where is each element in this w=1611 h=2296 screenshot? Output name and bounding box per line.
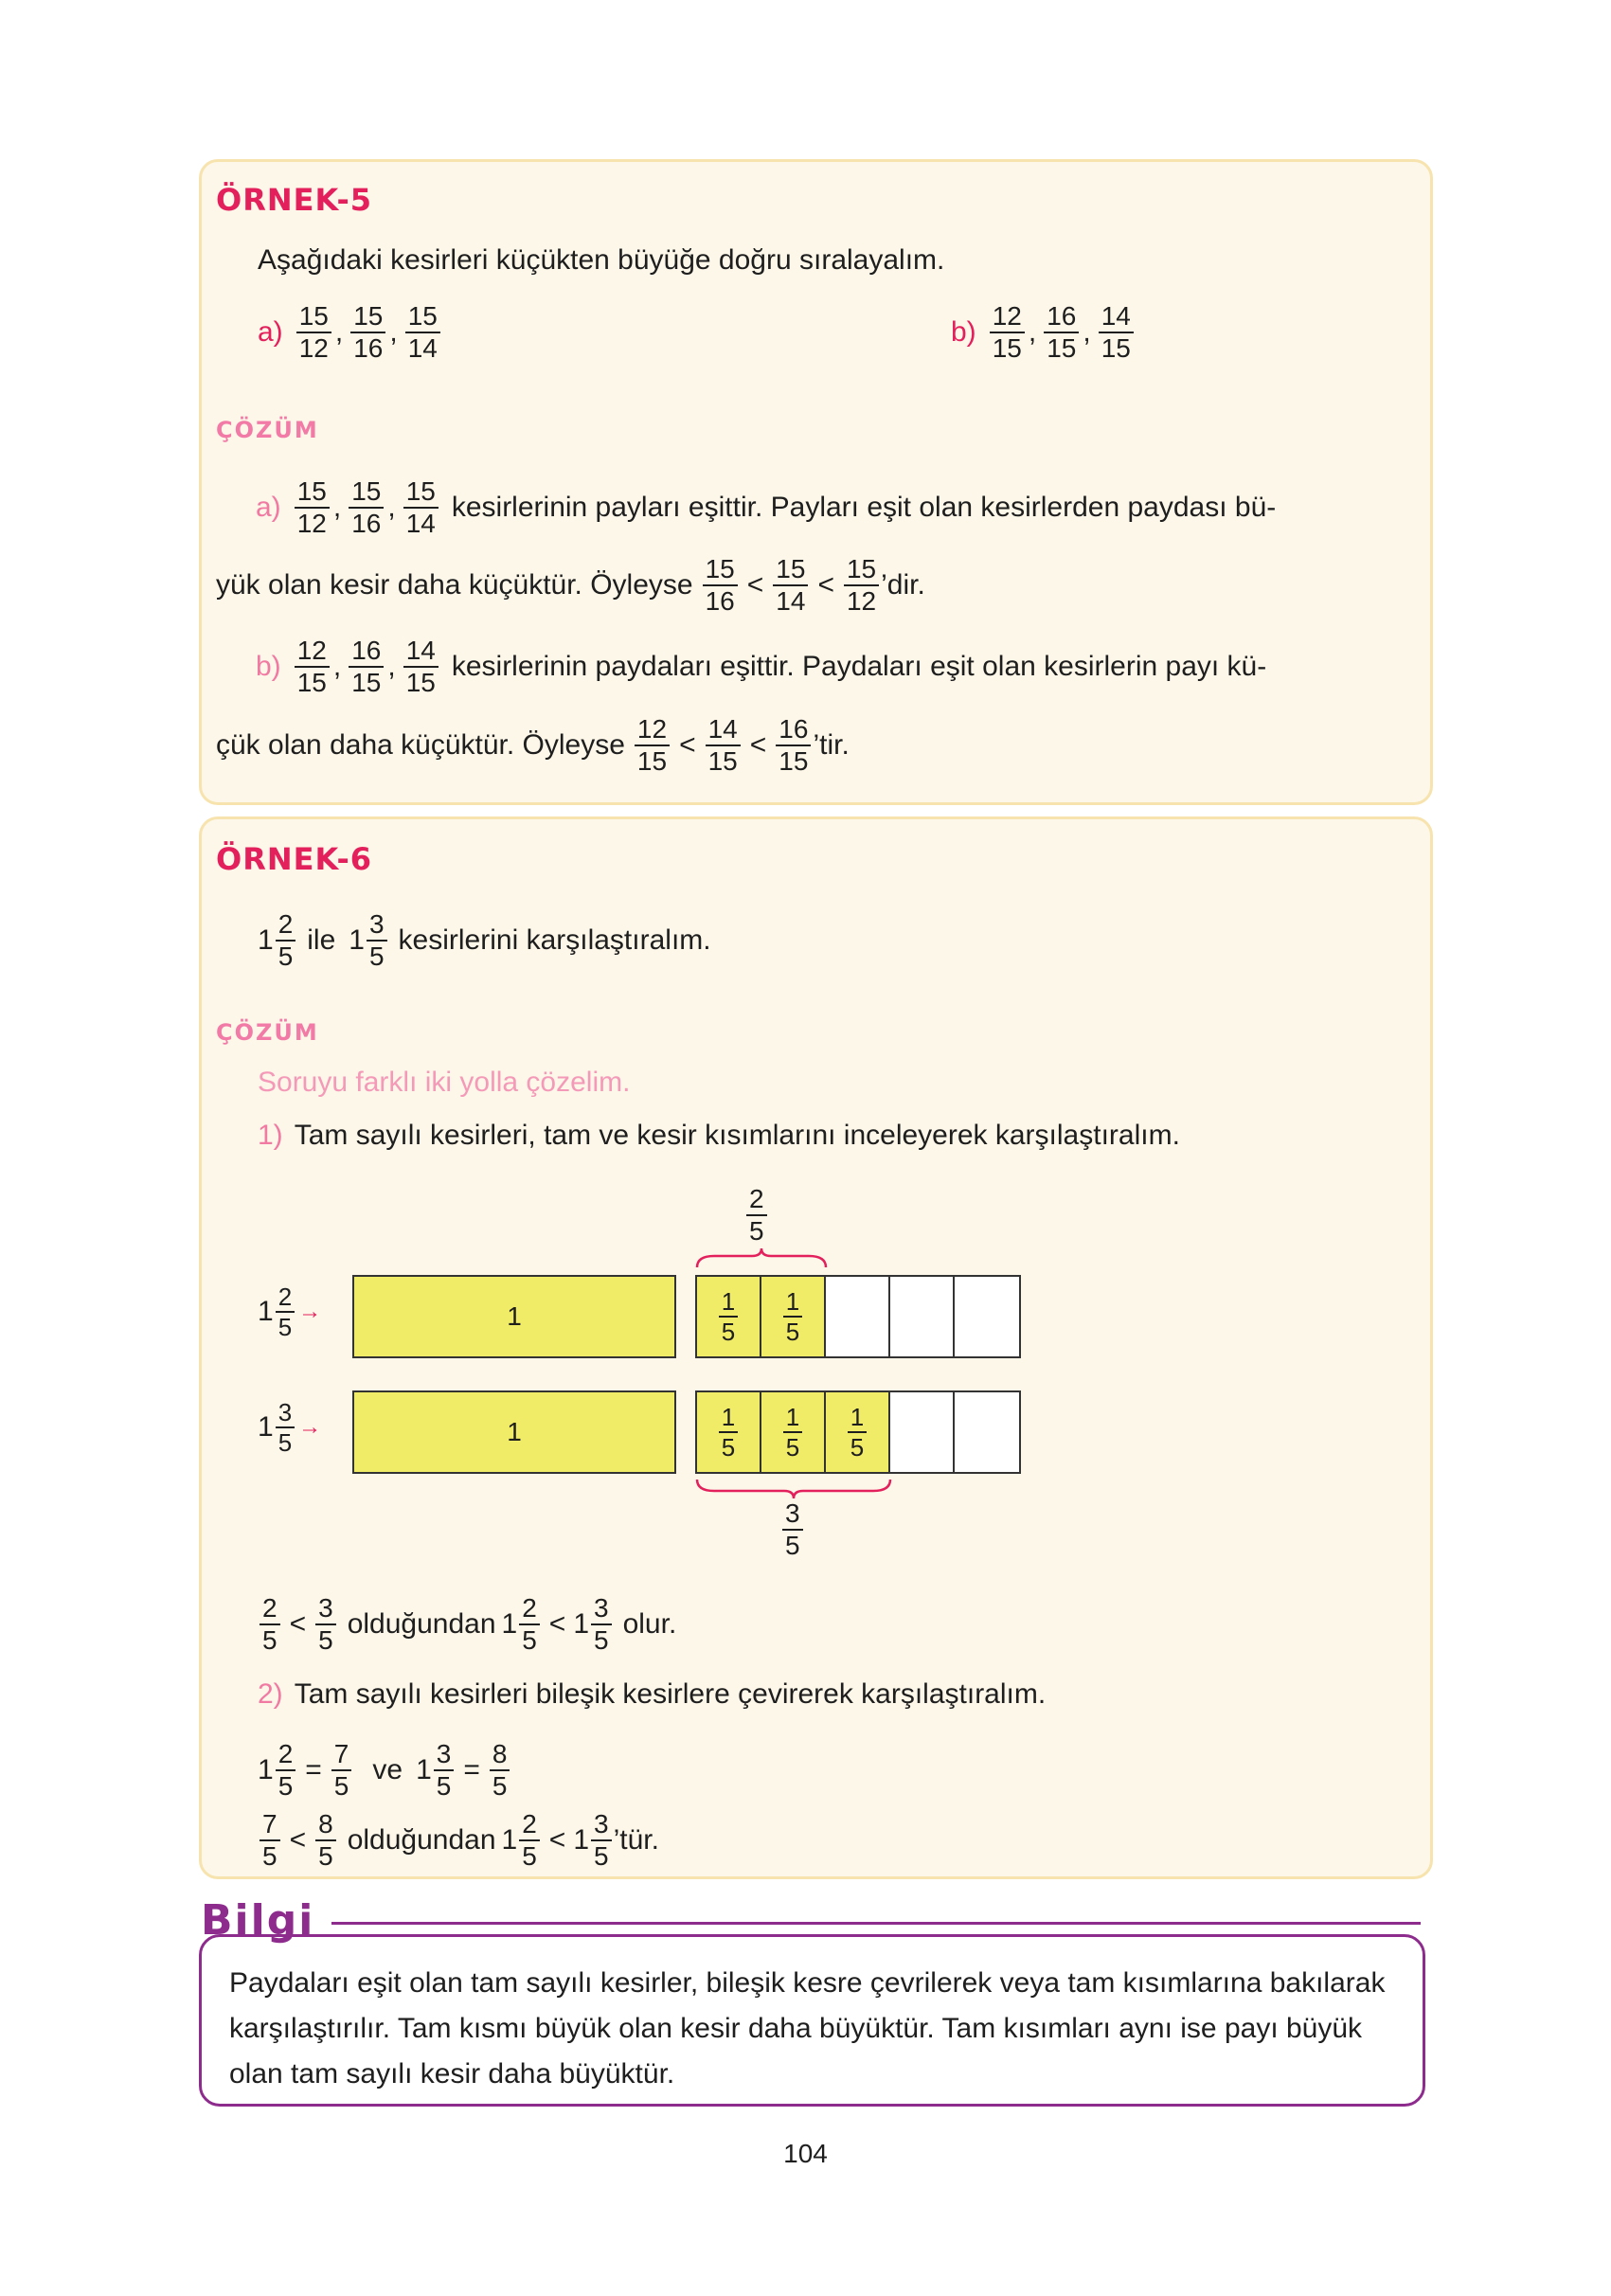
unit-fraction: $\frac{1}{5}$ (719, 1289, 738, 1344)
brace-top-fraction: $\frac{2}{5}$ (746, 1186, 767, 1245)
empty-cell (890, 1392, 955, 1472)
filled-cell (761, 1392, 826, 1472)
fraction: $\frac{15}{12}$ (295, 478, 330, 537)
fraction: $\frac{14}{15}$ (403, 637, 439, 696)
solution-subtitle: Soruyu farklı iki yolla çözelim. (258, 1067, 631, 1098)
filled-cell (697, 1277, 761, 1356)
filled-cell (826, 1392, 890, 1472)
solution-heading: ÇÖZÜM (216, 1019, 319, 1046)
unit-fraction: $\frac{1}{5}$ (719, 1405, 738, 1460)
example-5-title: ÖRNEK-5 (216, 182, 373, 218)
method-2: 2) Tam sayılı kesirleri bileşik kesirlere çevirerek karşılaştıralım. (258, 1678, 1047, 1710)
part-b-label: b) (951, 316, 976, 348)
page-number: 104 (783, 2139, 828, 2168)
unit-fraction: $\frac{1}{5}$ (848, 1405, 867, 1460)
unit-fraction: $\frac{1}{5}$ (783, 1289, 802, 1344)
fraction: $\frac{12}{15}$ (990, 303, 1025, 362)
fraction-cells-1 (695, 1275, 1021, 1358)
whole-bar-1: 1 (352, 1275, 676, 1358)
example-6-prompt: 1 $\frac{2}{5}$ ile 1 $\frac{3}{5}$ kesirlerini karşılaştıralım. (258, 909, 711, 971)
brace-top (695, 1248, 828, 1269)
fraction-cells-2 (695, 1390, 1021, 1474)
fraction: $\frac{15}{14}$ (405, 303, 440, 362)
empty-cell (955, 1392, 1019, 1472)
fraction: $\frac{15}{12}$ (296, 303, 331, 362)
solution-b-line-2: çük olan daha küçüktür. Öyleyse $\frac{12}{15}$ < $\frac{14}{15}$ < $\frac{16}{15}$ ’tir. (216, 714, 850, 776)
fraction: $\frac{15}{16}$ (349, 478, 384, 537)
unit-fraction: $\frac{1}{5}$ (783, 1405, 802, 1460)
fraction: $\frac{15}{14}$ (403, 478, 439, 537)
filled-cell (697, 1392, 761, 1472)
whole-bar-2: 1 (352, 1390, 676, 1474)
filled-cell (761, 1277, 826, 1356)
conclusion-2: $\frac{7}{5}$ < $\frac{8}{5}$ olduğundan 1 $\frac{2}{5}$ < 1 $\frac{3}{5}$ ’tür. (258, 1811, 659, 1870)
empty-cell (826, 1277, 890, 1356)
conclusion-1: $\frac{2}{5}$ < $\frac{3}{5}$ olduğundan 1 $\frac{2}{5}$ < 1 $\frac{3}{5}$ olur. (258, 1595, 676, 1654)
part-a-label: a) (258, 316, 283, 348)
example-6-title: ÖRNEK-6 (216, 841, 373, 877)
solution-a-line-1: a) $\frac{15}{12}$ , $\frac{15}{16}$ , $\frac{15}{14}$ kesirlerinin payları eşittir. Payları eşit olan kesirlerden paydası bü- (256, 476, 1277, 538)
example-5-part-a: a) $\frac{15}{12}$ , $\frac{15}{16}$ , $\frac{15}{14}$ (258, 303, 442, 362)
method-1: 1) Tam sayılı kesirleri, tam ve kesir kısımlarını inceleyerek karşılaştıralım. (258, 1120, 1180, 1151)
row-1-label: 1 $\frac{2}{5}$ → (258, 1283, 322, 1341)
brace-bottom-fraction: $\frac{3}{5}$ (782, 1500, 803, 1559)
fraction: $\frac{14}{15}$ (1099, 303, 1134, 362)
fraction: $\frac{15}{16}$ (350, 303, 385, 362)
example-5-part-b: b) $\frac{12}{15}$ , $\frac{16}{15}$ , $\frac{14}{15}$ (951, 303, 1136, 362)
solution-heading: ÇÖZÜM (216, 417, 319, 443)
bilgi-rule (331, 1922, 1421, 1925)
solution-a-line-2: yük olan kesir daha küçüktür. Öyleyse $\frac{15}{16}$ < $\frac{15}{14}$ < $\frac{15}{12}$ ’dir. (216, 554, 925, 616)
fraction: $\frac{12}{15}$ (295, 637, 330, 696)
row-2-label: 1 $\frac{3}{5}$ → (258, 1398, 322, 1457)
empty-cell (890, 1277, 955, 1356)
solution-b-line-1: b) $\frac{12}{15}$ , $\frac{16}{15}$ , $\frac{14}{15}$ kesirlerinin paydaları eşittir. Paydaları eşit olan kesirlerin payı kü- (256, 636, 1267, 697)
fraction: $\frac{16}{15}$ (349, 637, 384, 696)
bilgi-text: Paydaları eşit olan tam sayılı kesirler, bileşik kesre çevrilerek veya tam kısımlarına bakılarak karşılaştırılır. Tam kısmı büyük olan kesir daha büyüktür. Tam kısımları aynı ise payı büyük olan tam sayılı kesir daha büyüktür. (229, 1967, 1386, 2090)
brace-bottom (695, 1478, 892, 1498)
improper-conversion: 1 $\frac{2}{5}$ = $\frac{7}{5}$ ve 1 $\frac{3}{5}$ = $\frac{8}{5}$ (258, 1741, 511, 1800)
example-5-prompt: Aşağıdaki kesirleri küçükten büyüğe doğru sıralayalım. (258, 244, 945, 276)
bilgi-title: Bilgi (201, 1896, 315, 1945)
empty-cell (955, 1277, 1019, 1356)
fraction: $\frac{16}{15}$ (1044, 303, 1079, 362)
